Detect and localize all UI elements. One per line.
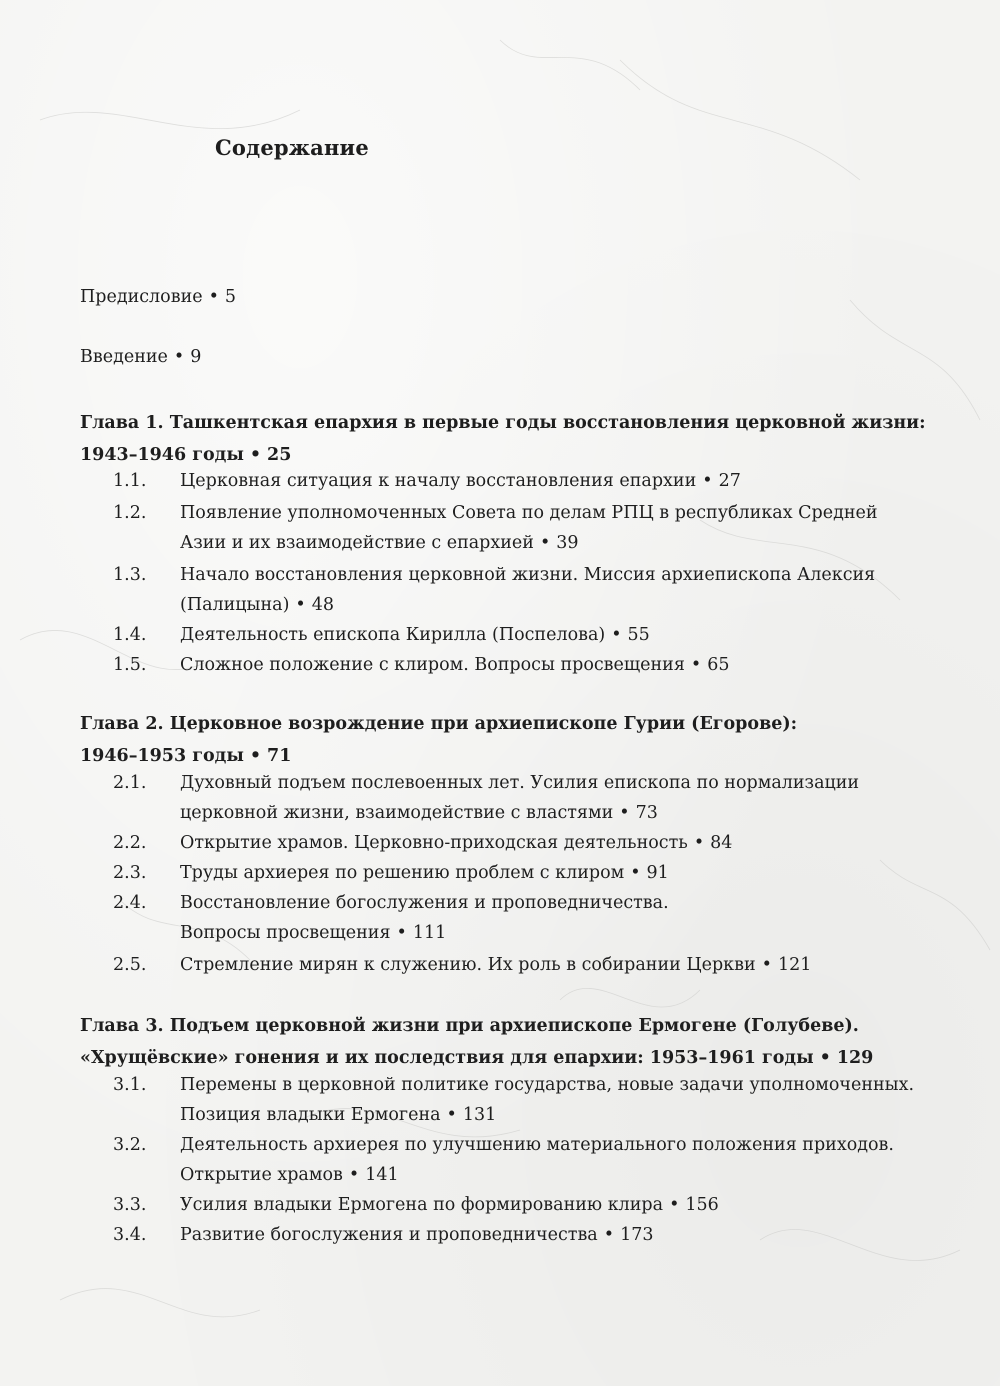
section-number: 1.4. bbox=[113, 625, 147, 645]
section-title-cont: церковной жизни, взаимодействие с властями bbox=[180, 803, 614, 823]
separator-dot: • bbox=[396, 923, 407, 943]
separator-dot: • bbox=[690, 655, 702, 675]
separator-dot: • bbox=[603, 1225, 615, 1245]
separator-dot: • bbox=[819, 1048, 831, 1068]
chapter-page: 129 bbox=[836, 1048, 874, 1068]
section-page: 73 bbox=[635, 803, 658, 823]
section-title-cont: Вопросы просвещения bbox=[180, 923, 391, 943]
separator-dot: • bbox=[539, 533, 551, 553]
separator-dot: • bbox=[761, 955, 772, 975]
separator-dot: • bbox=[348, 1165, 360, 1185]
page-title: Содержание bbox=[215, 135, 369, 160]
preface-label: Предисловие bbox=[80, 287, 203, 307]
section-page: 121 bbox=[777, 955, 812, 975]
section-title: Церковная ситуация к началу восстановления епархии bbox=[180, 471, 697, 491]
separator-dot: • bbox=[208, 287, 219, 307]
separator-dot: • bbox=[669, 1195, 680, 1215]
section-title: Появление уполномоченных Совета по делам РПЦ в республиках Средней bbox=[180, 503, 878, 523]
chapter-page: 25 bbox=[267, 445, 292, 465]
section-page: 131 bbox=[462, 1105, 497, 1125]
section-page: 156 bbox=[685, 1195, 719, 1215]
section-page: 65 bbox=[707, 655, 730, 675]
section-number: 2.1. bbox=[113, 773, 147, 793]
chapter-years: «Хрущёвские» гонения и их последствия для епархии: 1953–1961 годы bbox=[80, 1048, 814, 1068]
chapter-heading bbox=[80, 708, 915, 772]
section-number: 3.4. bbox=[113, 1225, 147, 1245]
separator-dot: • bbox=[611, 625, 622, 645]
section-page: 48 bbox=[311, 595, 335, 615]
section-title: Развитие богослужения и проповедничества bbox=[180, 1225, 598, 1245]
separator-dot: • bbox=[249, 445, 262, 465]
section-title-cont: Открытие храмов bbox=[180, 1165, 343, 1185]
chapter-heading bbox=[80, 1010, 915, 1074]
section-title: Деятельность архиерея по улучшению материального положения приходов. bbox=[180, 1135, 894, 1155]
separator-dot: • bbox=[446, 1105, 457, 1125]
section-page: 39 bbox=[556, 533, 579, 553]
section-number: 2.2. bbox=[113, 833, 147, 853]
separator-dot: • bbox=[702, 471, 713, 491]
section-page: 111 bbox=[412, 923, 447, 943]
introduction-entry bbox=[80, 347, 201, 367]
section-page: 27 bbox=[718, 471, 741, 491]
section-number: 1.5. bbox=[113, 655, 147, 675]
section-page: 141 bbox=[365, 1165, 399, 1185]
section-page: 173 bbox=[620, 1225, 654, 1245]
section-number: 2.3. bbox=[113, 863, 147, 883]
section-title-cont: Позиция владыки Ермогена bbox=[180, 1105, 441, 1125]
chapter-years: 1943–1946 годы bbox=[80, 445, 244, 465]
section-title: Стремление мирян к служению. Их роль в собирании Церкви bbox=[180, 955, 756, 975]
section-number: 3.2. bbox=[113, 1135, 147, 1155]
section-title: Перемены в церковной политике государства, новые задачи уполномоченных. bbox=[180, 1075, 915, 1095]
chapter-years: 1946–1953 годы bbox=[80, 746, 244, 766]
separator-dot: • bbox=[619, 803, 630, 823]
introduction-label: Введение bbox=[80, 347, 168, 367]
section-number: 3.3. bbox=[113, 1195, 147, 1215]
section-page: 55 bbox=[627, 625, 650, 645]
separator-dot: • bbox=[173, 347, 185, 367]
section-title: Усилия владыки Ермогена по формированию клира bbox=[180, 1195, 664, 1215]
separator-dot: • bbox=[295, 595, 306, 615]
separator-dot: • bbox=[693, 833, 705, 853]
section-number: 2.5. bbox=[113, 955, 147, 975]
chapter-heading bbox=[80, 407, 926, 471]
section-title: Открытие храмов. Церковно-приходская деятельность bbox=[180, 833, 688, 853]
section-number: 1.1. bbox=[113, 471, 147, 491]
chapter-title: Глава 1. Ташкентская епархия в первые годы восстановления церковной жизни: bbox=[80, 413, 926, 433]
chapter-page: 71 bbox=[267, 746, 292, 766]
introduction-page: 9 bbox=[190, 347, 202, 367]
separator-dot: • bbox=[249, 746, 262, 766]
section-page: 91 bbox=[646, 863, 669, 883]
section-title: Восстановление богослужения и проповедничества. bbox=[180, 893, 669, 913]
preface-entry bbox=[80, 287, 236, 307]
section-number: 2.4. bbox=[113, 893, 147, 913]
section-title: Сложное положение с клиром. Вопросы просвещения bbox=[180, 655, 685, 675]
preface-page: 5 bbox=[224, 287, 237, 307]
section-number: 3.1. bbox=[113, 1075, 147, 1095]
chapter-title: Глава 2. Церковное возрождение при архиепископе Гурии (Егорове): bbox=[80, 714, 798, 734]
section-title: Начало восстановления церковной жизни. Миссия архиепископа Алексия bbox=[180, 565, 876, 585]
section-title-cont: (Палицына) bbox=[180, 595, 290, 615]
section-title-cont: Азии и их взаимодействие с епархией bbox=[180, 533, 534, 553]
section-number: 1.3. bbox=[113, 565, 147, 585]
section-page: 84 bbox=[710, 833, 733, 853]
section-title: Духовный подъем послевоенных лет. Усилия епископа по нормализации bbox=[180, 773, 860, 793]
section-title: Деятельность епископа Кирилла (Поспелова) bbox=[180, 625, 606, 645]
separator-dot: • bbox=[630, 863, 641, 883]
section-title: Труды архиерея по решению проблем с клиром bbox=[180, 863, 625, 883]
section-number: 1.2. bbox=[113, 503, 147, 523]
chapter-title: Глава 3. Подъем церковной жизни при архиепископе Ермогене (Голубеве). bbox=[80, 1016, 859, 1036]
